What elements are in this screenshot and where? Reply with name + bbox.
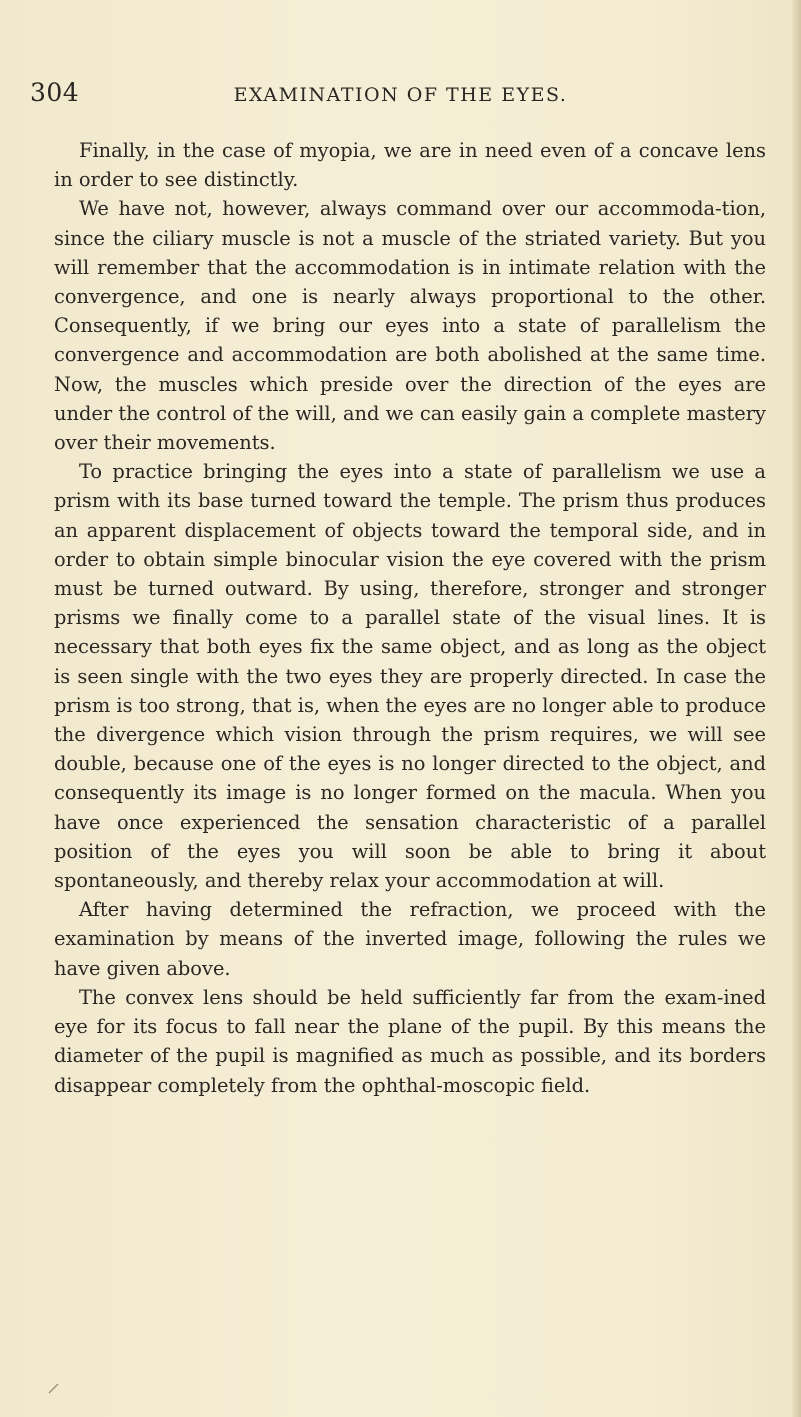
paragraph-4: After having determined the refraction, we proceed with the examination by means of the inverted image, following the rules we have given above.: [54, 898, 766, 980]
paragraph-1: Finally, in the case of myopia, we are in need even of a concave lens in order to see distinctly.: [54, 139, 766, 192]
paragraph-3: To practice bringing the eyes into a state of parallelism we use a prism with its base turned toward the temple. The prism thus produces an apparent displacement of objects toward the temporal side, and in order to obtain simple binocular vision the eye covered with the prism must be turned outward. By using, therefore, stronger and stronger prisms we finally come to a parallel state of the visual lines. It is necessary that both eyes fix the same object, and as long as the object is seen single with the two eyes they are properly directed. In case the prism is too strong, that is, when the eyes are no longer able to produce the divergence which vision through the prism requires, we will see double, because one of the eyes is no longer directed to the object, and consequently its image is no longer formed on the macula. When you have once experienced the sensation characteristic of a parallel position of the eyes you will soon be able to bring it about spontaneously, and thereby relax your accommodation at will.: [54, 460, 766, 893]
page-number: 304: [30, 78, 80, 107]
paragraph-2: We have not, however, always command over our accommoda-tion, since the ciliary muscle is not a muscle of the striated variety. But you will remember that the accommodation is in intimate relation with the convergence, and one is nearly always proportional to the other. Consequently, if we bring our eyes into a state of parallelism the convergence and accommodation are both abolished at the same time. Now, the muscles which preside over the direction of the eyes are under the control of the will, and we can easily gain a complete mastery over their movements.: [54, 197, 766, 455]
pencil-mark-icon: [47, 1381, 61, 1395]
body-text: [54, 136, 766, 1100]
paragraph-5: The convex lens should be held sufficiently far from the exam-ined eye for its focus to fall near the plane of the pupil. By this means the diameter of the pupil is magnified as much as possible, and its borders disappear completely from the ophthal-moscopic field.: [54, 985, 766, 1097]
page-edge-shadow: [791, 0, 801, 1417]
running-head: EXAMINATION OF THE EYES.: [233, 84, 568, 106]
